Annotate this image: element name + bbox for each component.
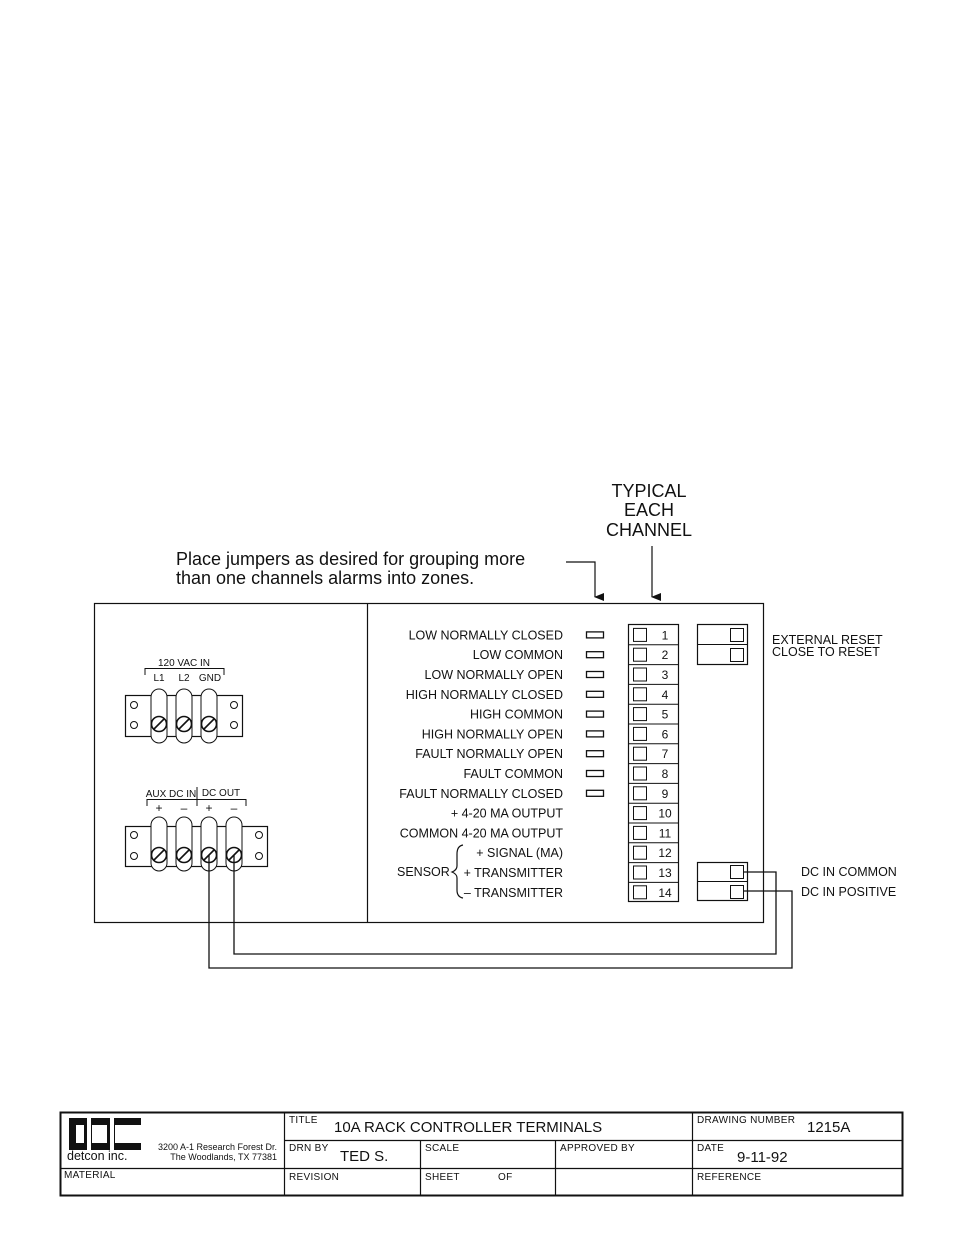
polarity-1: +	[155, 801, 163, 815]
terminal-number: 5	[661, 707, 669, 722]
jumper-arrow	[566, 562, 595, 597]
dc-out-label: DC OUT	[201, 788, 241, 799]
terminal-number: 2	[661, 648, 669, 663]
terminal-number: 6	[661, 727, 669, 742]
terminal-screw	[634, 628, 647, 641]
revision-label: REVISION	[289, 1172, 340, 1183]
drn-by-value: TED S.	[340, 1148, 389, 1165]
date-value: 9-11-92	[737, 1149, 788, 1166]
detcon-logo	[69, 1118, 141, 1150]
terminal-screw	[634, 886, 647, 899]
terminal-number: 13	[658, 866, 672, 880]
polarity-2: –	[180, 801, 188, 815]
jumper-pad	[587, 790, 604, 796]
terminal-screw	[634, 846, 647, 859]
drawing-number: 1215A	[807, 1119, 851, 1136]
l2-label: L2	[178, 673, 190, 684]
sensor-brace	[452, 845, 463, 898]
jumper-pad	[587, 672, 604, 678]
polarity-3: +	[205, 801, 213, 815]
terminal-number: 3	[661, 668, 669, 682]
jumper-pad	[587, 691, 604, 697]
channel-terminal-row	[400, 823, 678, 840]
screw-terminal-l2	[176, 689, 192, 743]
title-block	[61, 1113, 903, 1196]
terminal-number: 4	[661, 687, 669, 702]
approved-by-label: APPROVED BY	[560, 1143, 635, 1154]
channel-terminal-row	[425, 665, 678, 682]
channel-terminal-row	[464, 863, 678, 880]
gnd-label: GND	[198, 673, 222, 684]
terminal-screw	[634, 648, 647, 661]
terminal-screw	[634, 688, 647, 701]
terminal-number: 11	[658, 826, 672, 841]
jumper-pad	[587, 731, 604, 737]
address-line-1: 3200 A-1 Research Forest Dr.	[157, 1142, 277, 1152]
terminal-screw	[634, 807, 647, 820]
external-reset-label: EXTERNAL RESET	[772, 633, 883, 647]
terminal-screw	[634, 866, 647, 879]
terminal-label: LOW NORMALLY OPEN	[424, 668, 563, 682]
terminal-label: HIGH NORMALLY CLOSED	[405, 687, 563, 702]
terminal-screw	[634, 787, 647, 800]
channel-terminal-row	[451, 803, 678, 820]
material-label: MATERIAL	[64, 1170, 116, 1181]
drawing-title: 10A RACK CONTROLLER TERMINALS	[334, 1119, 603, 1136]
channel-terminal-row	[409, 628, 669, 642]
jumper-pad	[587, 711, 604, 717]
screw-terminal-aux-pos	[151, 817, 167, 871]
drawing-number-label: DRAWING NUMBER	[697, 1115, 796, 1126]
jumper-note-line-2: than one channels alarms into zones.	[176, 568, 475, 588]
close-to-reset-label: CLOSE TO RESET	[772, 645, 880, 659]
terminal-label: LOW NORMALLY CLOSED	[408, 628, 563, 643]
dc-in-common-label: DC IN COMMON	[801, 865, 897, 879]
channel-terminal-row	[406, 684, 678, 701]
terminal-number: 8	[661, 767, 669, 781]
terminal-screw	[634, 708, 647, 721]
channel-terminal-strip	[399, 628, 678, 899]
jumper-pad	[587, 652, 604, 658]
jumper-note-line-1: Place jumpers as desired for grouping more	[176, 549, 526, 569]
terminal-label: FAULT COMMON	[463, 767, 563, 781]
channel-terminal-row	[463, 764, 678, 781]
terminal-label: – TRANSMITTER	[463, 885, 563, 900]
date-label: DATE	[697, 1143, 725, 1154]
typical-each-channel-line-1: TYPICAL	[611, 481, 687, 501]
terminal-number: 7	[661, 747, 669, 762]
terminal-number: 9	[661, 786, 669, 801]
of-label: OF	[498, 1172, 513, 1183]
terminal-number: 12	[658, 846, 672, 861]
screw-terminal-aux-neg	[176, 817, 192, 871]
channel-terminal-row	[470, 704, 678, 721]
dc-in-positive-label: DC IN POSITIVE	[801, 885, 897, 899]
drn-by-label: DRN BY	[289, 1143, 329, 1154]
jumper-pad	[587, 771, 604, 777]
scale-label: SCALE	[425, 1143, 460, 1154]
jumper-pad	[587, 751, 604, 757]
channel-terminal-row	[399, 783, 678, 800]
jumper-pad	[587, 632, 604, 638]
terminal-label: + 4-20 MA OUTPUT	[450, 806, 563, 821]
terminal-screw	[634, 727, 647, 740]
dc-terminal-block	[126, 787, 268, 871]
vac-in-label: 120 VAC IN	[157, 658, 211, 669]
sheet-label: SHEET	[425, 1172, 460, 1183]
polarity-4: –	[230, 801, 238, 815]
reference-label: REFERENCE	[697, 1172, 762, 1183]
terminal-label: FAULT NORMALLY OPEN	[415, 747, 563, 762]
channel-terminal-row	[415, 744, 678, 761]
external-reset-terminal	[698, 625, 748, 665]
terminal-label: COMMON 4-20 MA OUTPUT	[399, 826, 563, 841]
channel-terminal-row	[473, 645, 678, 662]
terminal-number: 14	[658, 885, 672, 900]
aux-dc-in-label: AUX DC IN	[145, 789, 197, 800]
logo-text: detcon inc.	[67, 1149, 128, 1163]
sensor-label: SENSOR	[397, 865, 450, 879]
terminal-label: + SIGNAL (MA)	[476, 846, 563, 861]
terminal-screw	[634, 826, 647, 839]
terminal-number: 10	[658, 806, 672, 821]
screw-terminal-gnd	[201, 689, 217, 743]
terminal-label: FAULT NORMALLY CLOSED	[399, 786, 563, 801]
channel-terminal-row	[422, 724, 678, 741]
dc-in-terminal	[698, 863, 748, 901]
vac-in-terminal-block	[126, 658, 243, 743]
terminal-label: HIGH COMMON	[469, 707, 563, 722]
terminal-label: HIGH NORMALLY OPEN	[421, 727, 563, 742]
terminal-screw	[634, 767, 647, 780]
terminal-screw	[634, 747, 647, 760]
l1-label: L1	[153, 673, 165, 684]
terminal-label: + TRANSMITTER	[463, 866, 563, 880]
terminal-number: 1	[661, 628, 669, 643]
channel-terminal-row	[476, 843, 678, 860]
screw-terminal-l1	[151, 689, 167, 743]
typical-each-channel-line-3: CHANNEL	[605, 520, 693, 540]
address-line-2: The Woodlands, TX 77381	[170, 1152, 277, 1162]
title-label: TITLE	[289, 1115, 318, 1126]
terminal-label: LOW COMMON	[472, 648, 563, 663]
terminal-screw	[634, 668, 647, 681]
typical-each-channel-line-2: EACH	[623, 500, 675, 520]
channel-terminal-row	[464, 882, 678, 899]
